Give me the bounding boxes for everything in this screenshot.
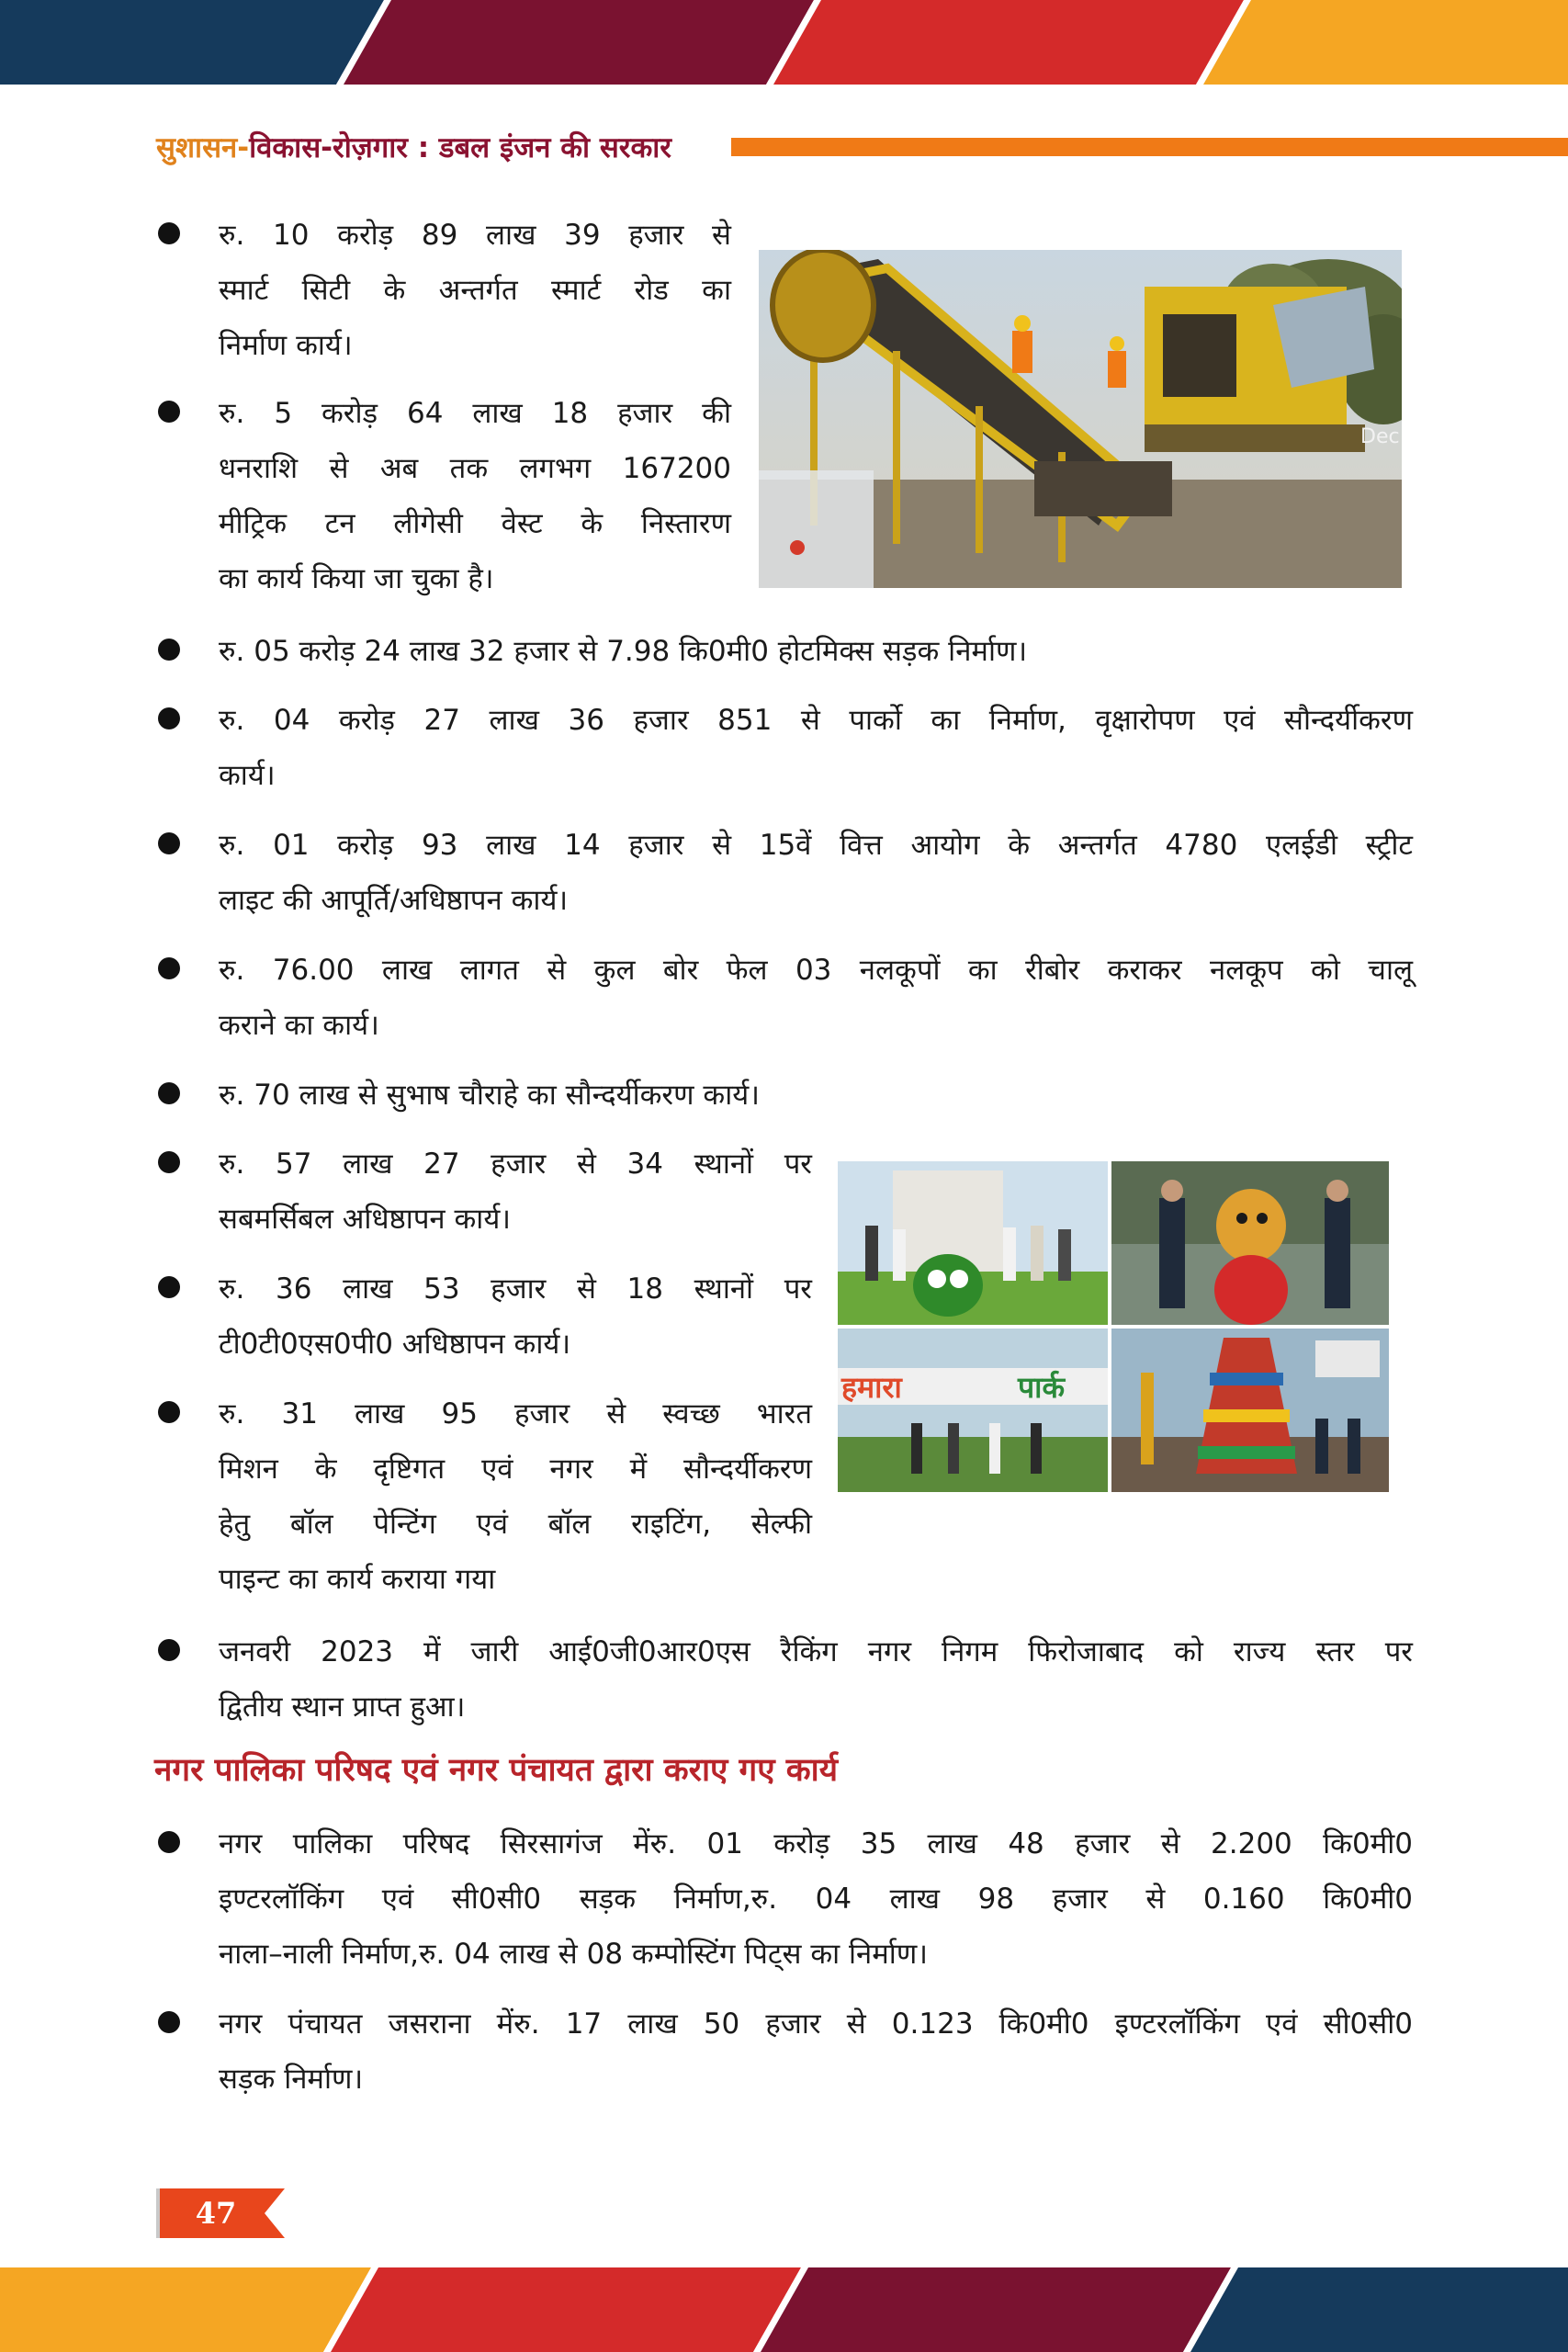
list-item-line: रु. 01 करोड़ 93 लाख 14 हजार से 15वें वित्त आयोग के अन्तर्गत 4780 एलईडी स्ट्रीट <box>219 829 1413 862</box>
header-title-part-1: सुशासन- <box>156 131 250 164</box>
list-item <box>219 1386 812 1607</box>
list-item-line: मीट्रिक टन लीगेसी वेस्ट के निस्तारण <box>219 507 731 540</box>
list-item-line: सबमर्सिबल अधिष्ठापन कार्य। <box>219 1203 512 1236</box>
header-title-part-2: विकास- <box>249 131 333 164</box>
list-item-line: रु. 57 लाख 27 हजार से 34 स्थानों पर <box>219 1148 812 1181</box>
section-heading: नगर पालिका परिषद एवं नगर पंचायत द्वारा कराए गए कार्य <box>154 1752 839 1789</box>
list-item-line: लाइट की आपूर्ति/अधिष्ठापन कार्य। <box>219 884 569 917</box>
list-item-line: रु. 5 करोड़ 64 लाख 18 हजार की <box>219 397 731 430</box>
list-item <box>219 1996 1413 2107</box>
list-item-line: द्वितीय स्थान प्राप्त हुआ। <box>219 1690 466 1724</box>
list-item-line: कार्य। <box>219 759 276 792</box>
bullet-dot <box>158 401 180 423</box>
bullet-dot <box>158 639 180 661</box>
bottom-color-band <box>0 2267 1568 2352</box>
list-item <box>219 1816 1413 1982</box>
list-item-line: रु. 76.00 लाख लागत से कुल बोर फेल 03 नलकूपों का रीबोर कराकर नलकूप को चालू <box>219 954 1413 987</box>
bullet-dot <box>158 1401 180 1423</box>
list-item <box>219 624 1413 679</box>
page-number: 47 <box>195 2196 237 2231</box>
list-item-line: रु. 36 लाख 53 हजार से 18 स्थानों पर <box>219 1272 812 1306</box>
park-sign-left: हमारा <box>841 1370 902 1405</box>
list-item-line: रु. 70 लाख से सुभाष चौराहे का सौन्दर्यीकरण कार्य। <box>219 1079 760 1112</box>
list-item-line: नाला–नाली निर्माण,रु. 04 लाख से 08 कम्पोस्टिंग पिट्स का निर्माण। <box>219 1938 928 1971</box>
bullet-dot <box>158 1082 180 1104</box>
list-item-line: हेतु बॉल पेन्टिंग एवं बॉल राइटिंग, सेल्फी <box>219 1508 812 1541</box>
list-item-line: नगर पालिका परिषद सिरसागंज मेंरु. 01 करोड़ 35 लाख 48 हजार से 2.200 कि0मी0 <box>219 1827 1413 1860</box>
header-title-part-3: रोज़गार : डबल इंजन की सरकार <box>333 131 671 164</box>
bullet-dot <box>158 957 180 979</box>
bullet-dot <box>158 1639 180 1661</box>
bullet-dot <box>158 2011 180 2033</box>
list-item <box>219 1261 812 1372</box>
list-item-line: सड़क निर्माण। <box>219 2063 364 2096</box>
list-item-line: का कार्य किया जा चुका है। <box>219 562 494 595</box>
list-item <box>219 208 731 373</box>
list-item <box>219 1136 812 1247</box>
bullet-dot <box>158 707 180 729</box>
list-item-line: पाइन्ट का कार्य कराया गया <box>219 1563 496 1596</box>
list-item-line: कराने का कार्य। <box>219 1009 379 1042</box>
page-number-tab <box>156 2188 285 2238</box>
machine-label: Dec <box>1360 425 1400 448</box>
list-item <box>219 1068 1413 1123</box>
header-rule <box>731 138 1568 156</box>
list-item-line: जनवरी 2023 में जारी आई0जी0आर0एस रैकिंग नगर निगम फिरोजाबाद को राज्य स्तर पर <box>219 1635 1413 1668</box>
park-beautification-collage <box>838 1161 1389 1492</box>
list-item <box>219 386 731 606</box>
header-title <box>156 127 671 169</box>
list-item-line: नगर पंचायत जसराना मेंरु. 17 लाख 50 हजार से 0.123 कि0मी0 इण्टरलॉकिंग एवं सी0सी0 <box>219 2007 1413 2041</box>
list-item-line: रु. 31 लाख 95 हजार से स्वच्छ भारत <box>219 1397 812 1430</box>
list-item <box>219 693 1413 803</box>
list-item <box>219 943 1413 1053</box>
list-item-line: धनराशि से अब तक लगभग 167200 <box>219 452 731 485</box>
bullet-dot <box>158 832 180 854</box>
list-item-line: मिशन के दृष्टिगत एवं नगर में सौन्दर्यीकरण <box>219 1453 812 1486</box>
running-header <box>156 127 1415 169</box>
list-item-line: इण्टरलॉकिंग एवं सी0सी0 सड़क निर्माण,रु. 04 लाख 98 हजार से 0.160 कि0मी0 <box>219 1883 1413 1916</box>
list-item-line: रु. 05 करोड़ 24 लाख 32 हजार से 7.98 कि0मी0 होटमिक्स सड़क निर्माण। <box>219 635 1028 668</box>
list-item-line: टी0टी0एस0पी0 अधिष्ठापन कार्य। <box>219 1328 571 1361</box>
park-sign-right: पार्क <box>1018 1370 1066 1405</box>
list-item-line: रु. 04 करोड़ 27 लाख 36 हजार 851 से पार्को का निर्माण, वृक्षारोपण एवं सौन्दर्यीकरण <box>219 704 1413 737</box>
list-item <box>219 818 1413 928</box>
top-color-band <box>0 0 1568 85</box>
list-item <box>219 1624 1413 1735</box>
bullet-dot <box>158 1831 180 1853</box>
bullet-dot <box>158 222 180 244</box>
bullet-dot <box>158 1276 180 1298</box>
legacy-waste-machinery-photo <box>759 250 1402 588</box>
list-item-line: रु. 10 करोड़ 89 लाख 39 हजार से <box>219 219 731 252</box>
list-item-line: स्मार्ट सिटी के अन्तर्गत स्मार्ट रोड का <box>219 274 731 307</box>
bullet-dot <box>158 1151 180 1173</box>
list-item-line: निर्माण कार्य। <box>219 329 353 362</box>
